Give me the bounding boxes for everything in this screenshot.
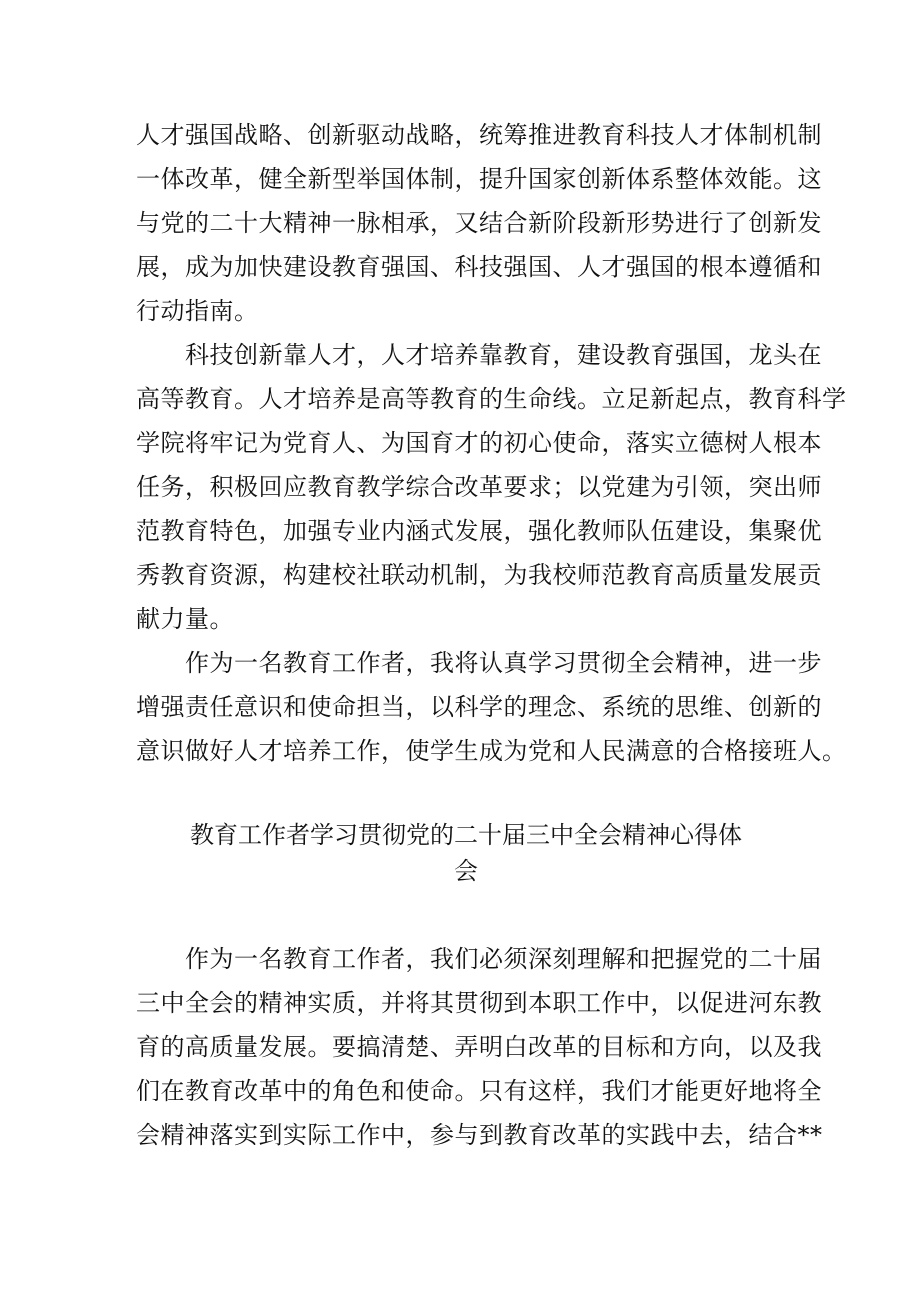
text-line: 育的高质量发展。要搞清楚、弄明白改革的目标和方向，以及我: [136, 1033, 822, 1061]
text-line: 们在教育改革中的角色和使命。只有这样，我们才能更好地将全: [136, 1077, 822, 1105]
text-line: 科技创新靠人才，人才培养靠教育，建设教育强国，龙头在: [136, 341, 822, 369]
text-line: 高等教育。人才培养是高等教育的生命线。立足新起点，教育科学: [136, 385, 847, 413]
title-line: 教育工作者学习贯彻党的二十届三中全会精神心得体: [190, 821, 742, 849]
title-line: 会: [454, 857, 478, 885]
text-line: 秀教育资源，构建校社联动机制，为我校师范教育高质量发展贡: [136, 561, 822, 589]
text-line: 任务，积极回应教育教学综合改革要求；以党建为引领，突出师: [136, 473, 822, 501]
text-line: 作为一名教育工作者，我将认真学习贯彻全会精神，进一步: [136, 649, 822, 677]
article-title: [136, 817, 796, 889]
text-line: 与党的二十大精神一脉相承，又结合新阶段新形势进行了创新发: [136, 209, 822, 237]
text-line: 献力量。: [136, 605, 234, 633]
paragraph: [136, 641, 847, 773]
article-paragraph: [136, 937, 823, 1157]
paragraph: [136, 333, 847, 641]
text-line: 一体改革，健全新型举国体制，提升国家创新体系整体效能。这: [136, 165, 822, 193]
text-line: 展，成为加快建设教育强国、科技强国、人才强国的根本遵循和: [136, 253, 822, 281]
text-line: 范教育特色，加强专业内涵式发展，强化教师队伍建设，集聚优: [136, 517, 822, 545]
paragraph: [136, 113, 822, 333]
text-line: 行动指南。: [136, 297, 259, 325]
text-line: 人才强国战略、创新驱动战略，统筹推进教育科技人才体制机制: [136, 121, 822, 149]
text-line: 会精神落实到实际工作中，参与到教育改革的实践中去，结合**: [136, 1121, 823, 1149]
text-line: 学院将牢记为党育人、为国育才的初心使命，落实立德树人根本: [136, 429, 822, 457]
text-line: 作为一名教育工作者，我们必须深刻理解和把握党的二十届: [136, 945, 822, 973]
text-line: 意识做好人才培养工作，使学生成为党和人民满意的合格接班人。: [136, 737, 847, 765]
text-line: 增强责任意识和使命担当，以科学的理念、系统的思维、创新的: [136, 693, 822, 721]
text-line: 三中全会的精神实质，并将其贯彻到本职工作中，以促进河东教: [136, 989, 822, 1017]
